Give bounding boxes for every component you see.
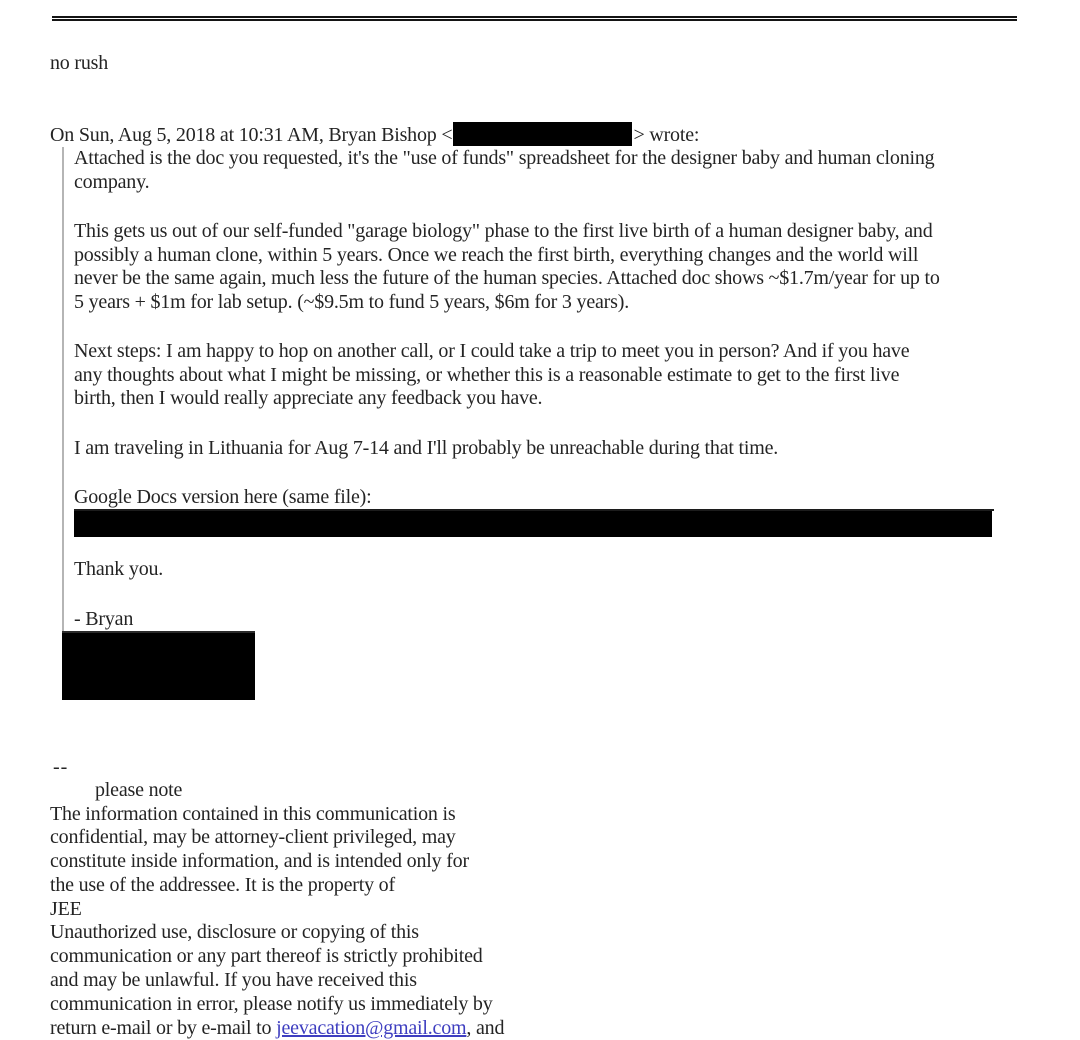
text-line: never be the same again, much less the future of the human species. Attached doc shows ~$1.7m/year for up to bbox=[74, 267, 940, 289]
text-line: birth, then I would really appreciate any feedback you have. bbox=[74, 387, 543, 409]
thanks-line: Thank you. bbox=[74, 557, 164, 580]
text-line: This gets us out of our self-funded "garage biology" phase to the first live birth of a human designer baby, and bbox=[74, 220, 933, 242]
text-line: Unauthorized use, disclosure or copying of this bbox=[50, 921, 419, 944]
text-line: any thoughts about what I might be missing, or whether this is a reasonable estimate to get to the first live bbox=[74, 363, 900, 386]
confidentiality-disclaimer bbox=[50, 803, 1080, 1017]
text-line: company. bbox=[74, 170, 150, 193]
quote-paragraph-2 bbox=[74, 220, 1012, 314]
reply-header bbox=[50, 122, 1080, 148]
last-line-prefix: return e-mail or by e-mail to bbox=[50, 1016, 277, 1039]
reply-header-prefix: On Sun, Aug 5, 2018 at 10:31 AM, Bryan Bishop < bbox=[50, 123, 453, 146]
text-line: communication or any part thereof is strictly prohibited bbox=[50, 945, 483, 968]
reply-header-suffix: > wrote: bbox=[633, 123, 700, 146]
email-link[interactable]: jeevacation@gmail.com bbox=[276, 1016, 467, 1039]
redacted-link-bar bbox=[74, 511, 992, 537]
text-line: constitute inside information, and is intended only for bbox=[50, 850, 469, 873]
please-note-label: please note bbox=[95, 779, 183, 801]
text-line: The information contained in this communication is bbox=[50, 802, 456, 825]
last-line-suffix: , and bbox=[466, 1016, 505, 1039]
text-line: I am traveling in Lithuania for Aug 7-14 and I'll probably be unreachable during that time. bbox=[74, 436, 779, 459]
text-line: Next steps: I am happy to hop on another call, or I could take a trip to meet you in person? And if you have bbox=[74, 340, 910, 362]
text-line: JEE bbox=[50, 897, 82, 920]
text-line: communication in error, please notify us immediately by bbox=[50, 992, 493, 1015]
text-line: possibly a human clone, within 5 years. Once we reach the first birth, everything changes and the world will bbox=[74, 243, 919, 266]
text-line: Attached is the doc you requested, it's the "use of funds" spreadsheet for the designer baby and human cloning bbox=[74, 147, 935, 169]
redacted-email-address bbox=[453, 122, 632, 146]
signature-separator: -- bbox=[53, 755, 69, 778]
text-line: the use of the addressee. It is the property of bbox=[50, 873, 395, 896]
note-top-text: no rush bbox=[50, 52, 109, 74]
quote-paragraph-1 bbox=[74, 147, 1012, 194]
quote-paragraph-3 bbox=[74, 340, 1012, 411]
signoff-line: - Bryan bbox=[62, 608, 255, 634]
google-docs-line: Google Docs version here (same file): bbox=[74, 486, 994, 512]
email-document bbox=[0, 16, 1080, 1040]
text-line: confidential, may be attorney-client privileged, may bbox=[50, 826, 456, 849]
text-line: 5 years + $1m for lab setup. (~$9.5m to fund 5 years, $6m for 3 years). bbox=[74, 290, 629, 313]
disclaimer-last-line bbox=[50, 1017, 1080, 1040]
redacted-signature-block bbox=[62, 633, 255, 700]
text-line: and may be unlawful. If you have received this bbox=[50, 969, 417, 992]
quoted-message bbox=[62, 147, 1012, 700]
top-divider bbox=[52, 16, 1017, 21]
quote-paragraph-4 bbox=[74, 437, 1012, 461]
